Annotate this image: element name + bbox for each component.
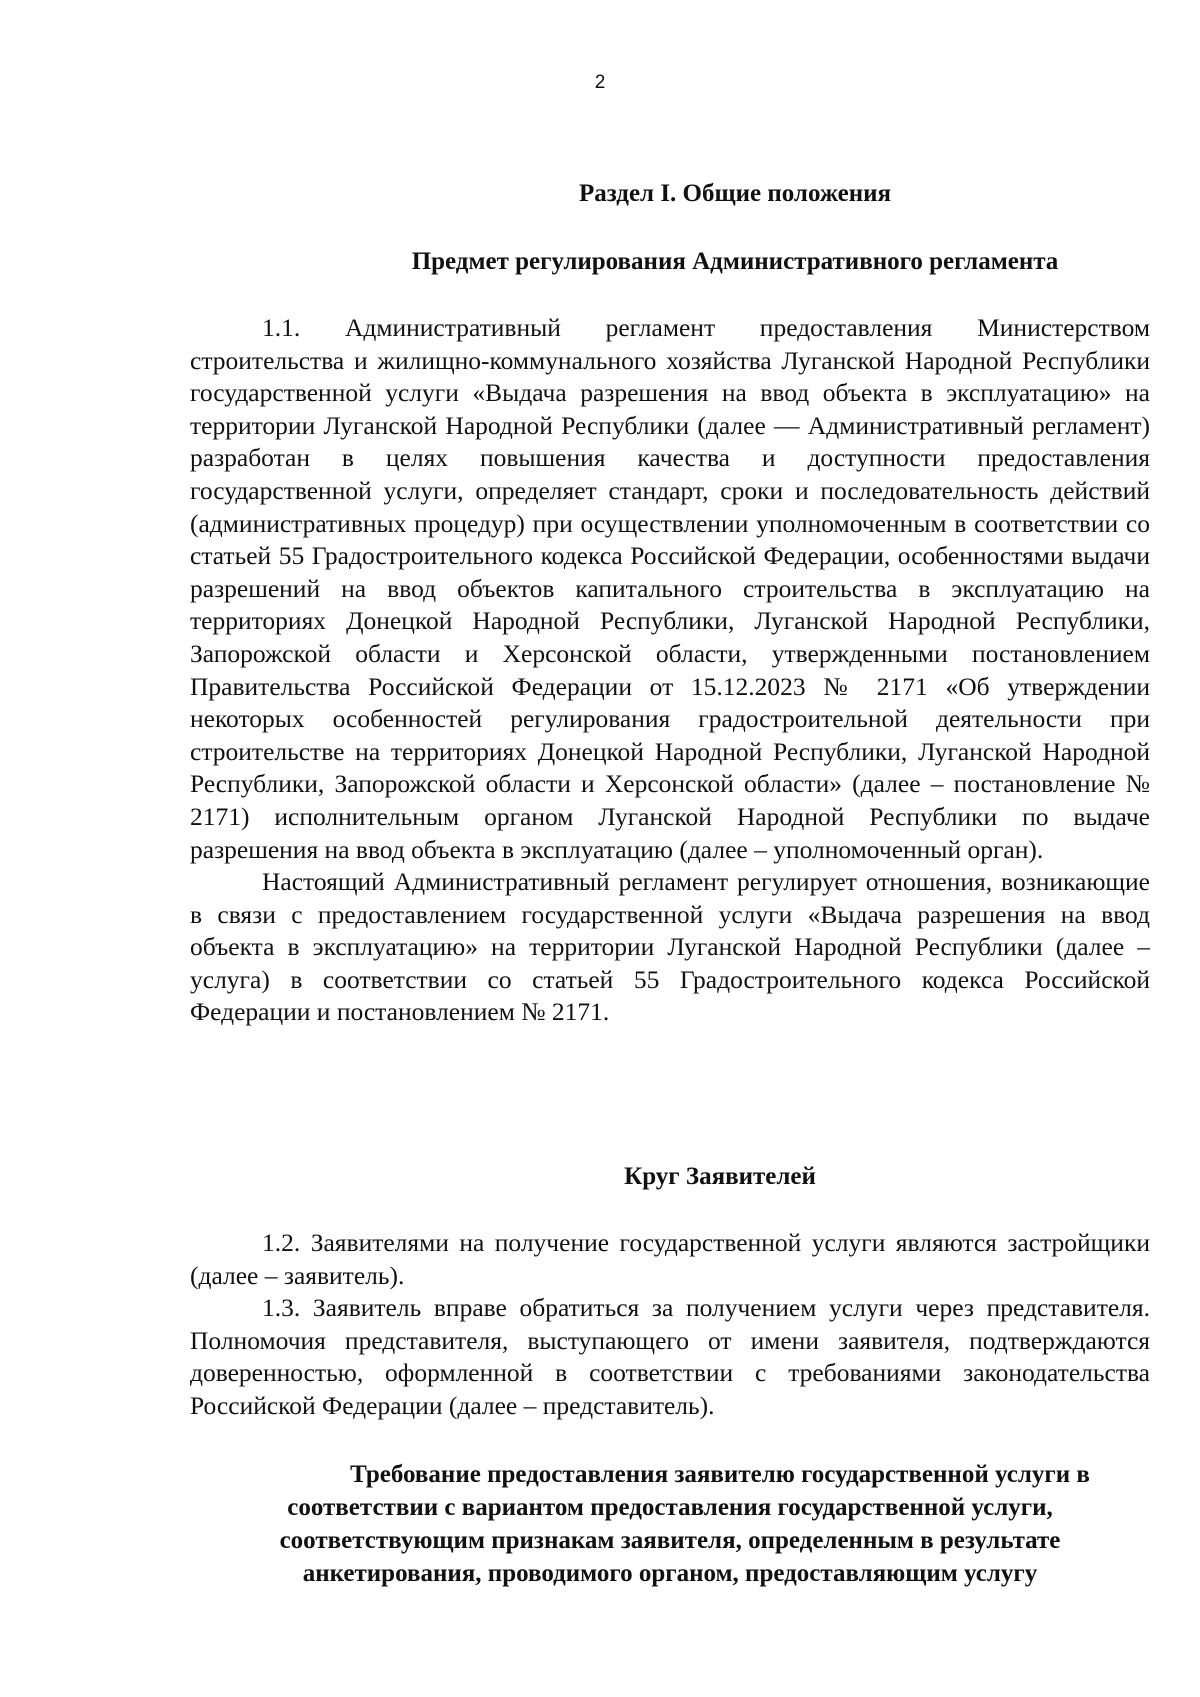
paragraph-1-3: 1.3. Заявитель вправе обратиться за получением услуги через представителя. Полномочия представителя, выступающего от имени заявителя, подтверждаются доверенностью, оформленной в соответствии с требованиями законодательства Российской Федерации (далее – представитель). bbox=[190, 1293, 1150, 1420]
page-number: 2 bbox=[594, 72, 606, 93]
paragraph-regulation-scope: Настоящий Административный регламент регулирует отношения, возникающие в связи с предоставлением государственной услуги «Выдача разрешения на ввод объекта в эксплуатацию» на территории Луганской Народной Республики (далее – услуга) в соответствии со статьей 55 Градостроительного кодекса Российской Федерации и постановлением № 2171. bbox=[190, 867, 1150, 1027]
body-text-part-1 bbox=[190, 312, 1150, 1029]
subject-heading: Предмет регулирования Административного регламента bbox=[411, 248, 1059, 275]
paragraph-1-2: 1.2. Заявителями на получение государственной услуги являются застройщики (далее – заявитель). bbox=[190, 1228, 1150, 1290]
requirement-heading-line: анкетирования, проводимого органом, предоставляющим услугу bbox=[302, 1560, 1038, 1587]
body-text-part-2 bbox=[190, 1227, 1150, 1423]
section-heading: Раздел I. Общие положения bbox=[578, 180, 892, 207]
requirement-heading-line: Требование предоставления заявителю государственной услуги в bbox=[350, 1461, 1090, 1488]
requirement-heading-line: соответствии с вариантом предоставления государственной услуги, bbox=[287, 1494, 1053, 1521]
paragraph-1-1: 1.1. Административный регламент предоставления Министерством строительства и жилищно-коммунального хозяйства Луганской Народной Республики государственной услуги «Выдача разрешения на ввод объекта в эксплуатацию» на территории Луганской Народной Республики (далее — Административный регламент) разработан в целях повышения качества и доступности предоставления государственной услуги, определяет стандарт, сроки и последовательность действий (административных процедур) при осуществлении уполномоченным в соответствии со статьей 55 Градостроительного кодекса Российской Федерации, особенностями выдачи разрешений на ввод объектов капитального строительства в эксплуатацию на территориях Донецкой Народной Республики, Луганской Народной Республики, Запорожской области и Херсонской области, утвержденными постановлением Правительства Российской Федерации от 15.12.2023 № 2171 «Об утверждении некоторых особенностей регулирования градостроительной деятельности при строительстве на территориях Донецкой Народной Республики, Луганской Народной Республики, Запорожской области и Херсонской области» (далее – постановление № 2171) исполнительным органом Луганской Народной Республики по выдаче разрешения на ввод объекта в эксплуатацию (далее – уполномоченный орган). bbox=[190, 313, 1150, 864]
requirement-heading bbox=[190, 1458, 1150, 1590]
applicants-heading: Круг Заявителей bbox=[624, 1163, 816, 1190]
requirement-heading-line: соответствующим признакам заявителя, определенным в результате bbox=[279, 1527, 1061, 1554]
